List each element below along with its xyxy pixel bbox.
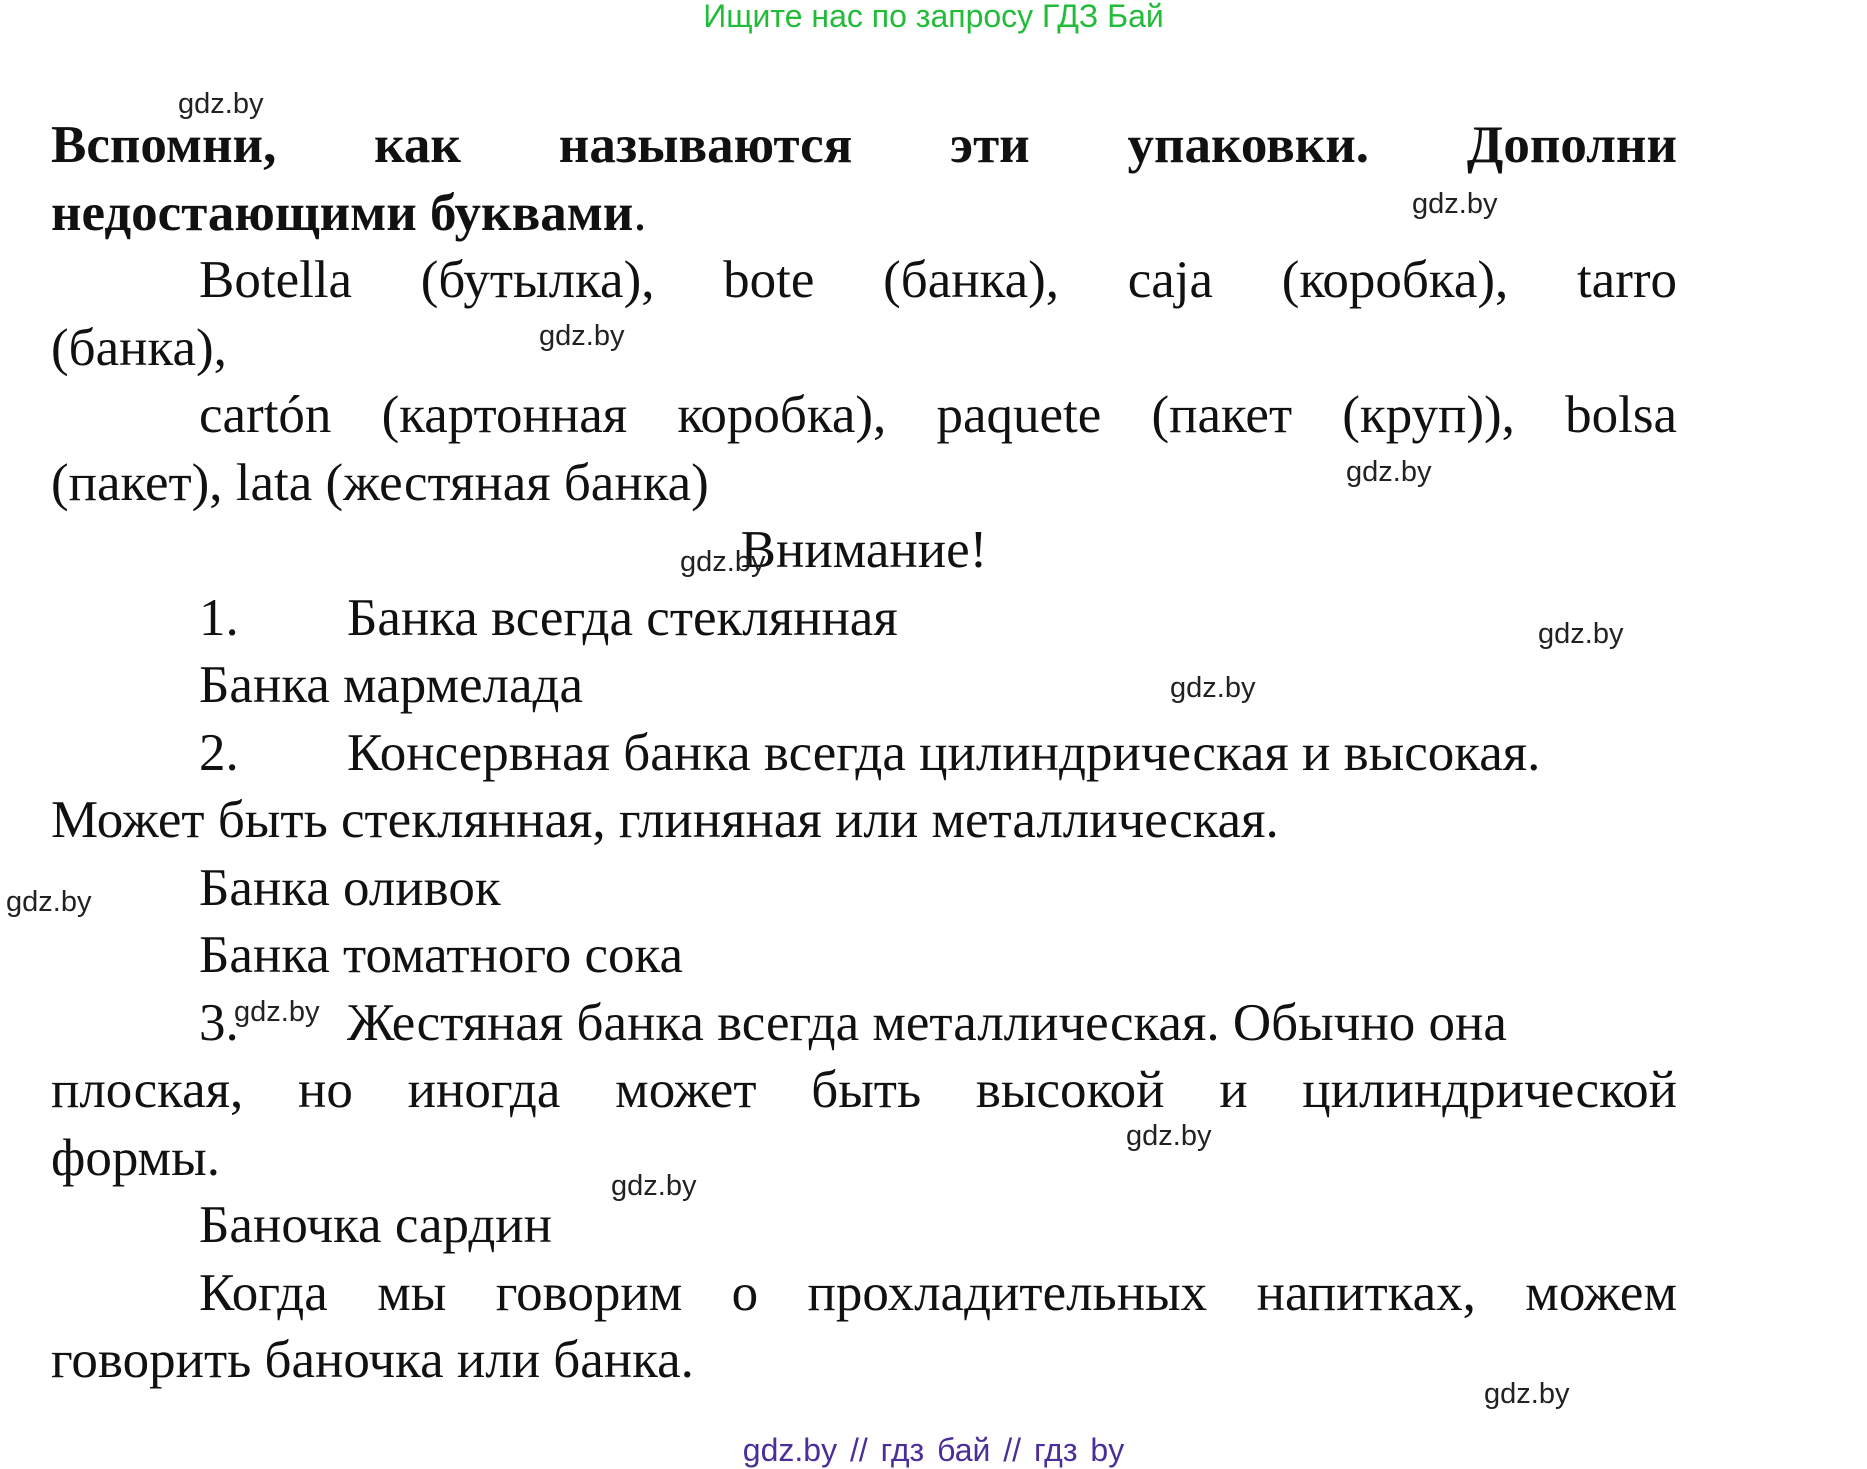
packaging-line-2: (банка),	[51, 318, 227, 377]
document-body	[51, 112, 1677, 1395]
watermark: gdz.by	[539, 320, 625, 352]
note-3-number: 3.	[199, 993, 239, 1052]
final-paragraph-line-2: говорить баночка или банка.	[51, 1331, 694, 1389]
watermark: gdz.by	[1170, 672, 1256, 704]
watermark: gdz.by	[1346, 456, 1432, 488]
note-1-text: Банка всегда стеклянная	[347, 588, 898, 647]
watermark: gdz.by	[611, 1170, 697, 1202]
note-3-continuation-1: плоская, но иногда может быть высокой и цилиндрической	[51, 1061, 1677, 1119]
footer-links: gdz.by // гдз бай // гдз by	[742, 1432, 1125, 1468]
watermark: gdz.by	[1484, 1378, 1570, 1410]
note-2-continuation: Может быть стеклянная, глиняная или металлическая.	[51, 791, 1279, 849]
note-2	[51, 720, 1677, 788]
watermark: gdz.by	[178, 88, 264, 120]
packaging-line-3: cartón (картонная коробка), paquete (пакет (круп)), bolsa	[199, 386, 1677, 444]
task-heading-period: .	[633, 183, 647, 242]
note-3-text: Жестяная банка всегда металлическая. Обычно она	[347, 993, 1507, 1052]
example-tomato-juice: Банка томатного сока	[199, 926, 684, 984]
note-1-number: 1.	[199, 588, 239, 647]
example-marmalade: Банка мармелада	[199, 656, 583, 714]
watermark: gdz.by	[234, 996, 320, 1028]
final-paragraph-line-1: Когда мы говорим о прохладительных напитках, можем	[199, 1263, 1677, 1322]
top-search-banner: Ищите нас по запросу ГДЗ Бай	[703, 0, 1164, 34]
example-sardines: Баночка сардин	[199, 1196, 553, 1254]
note-2-text: Консервная банка всегда цилиндрическая и высокая.	[347, 723, 1541, 782]
task-heading-line-1: Вспомни, как называются эти упаковки. Дополни	[51, 116, 1677, 174]
note-2-number: 2.	[199, 723, 239, 782]
attention-heading: Внимание!	[740, 521, 988, 579]
note-3-continuation-2: формы.	[51, 1128, 220, 1187]
watermark: gdz.by	[1126, 1120, 1212, 1152]
watermark: gdz.by	[1412, 188, 1498, 220]
watermark: gdz.by	[6, 886, 92, 918]
packaging-line-1: Botella (бутылка), bote (банка), caja (коробка), tarro	[199, 251, 1677, 309]
note-1	[51, 585, 1677, 653]
packaging-line-4: (пакет), lata (жестяная банка)	[51, 453, 709, 512]
example-olives: Банка оливок	[199, 858, 501, 917]
watermark: gdz.by	[1538, 618, 1624, 650]
task-heading-bold-part: недостающими буквами	[51, 183, 634, 242]
watermark: gdz.by	[680, 546, 766, 578]
